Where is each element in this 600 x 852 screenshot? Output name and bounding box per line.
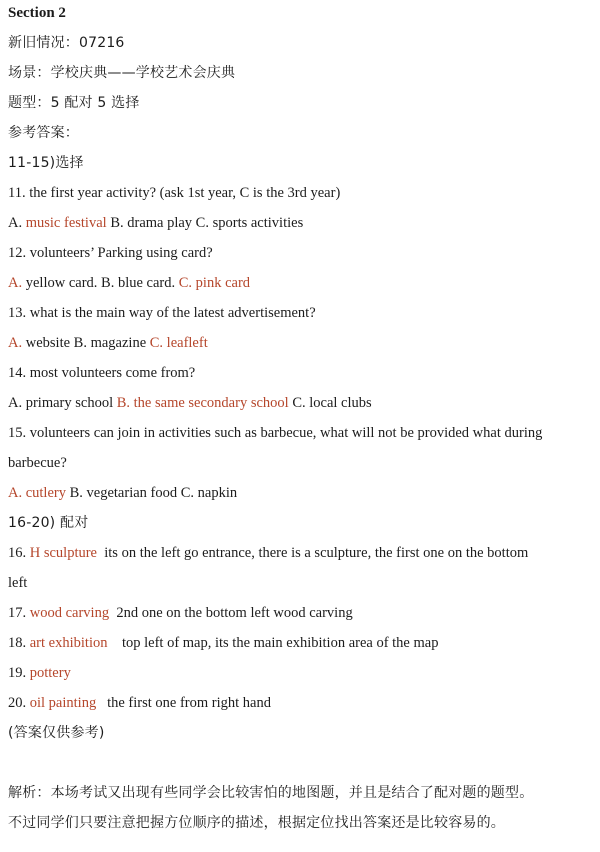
q19-prefix: 19. — [8, 665, 30, 681]
q14-option-a: A. primary school — [8, 395, 117, 411]
q13-option-text: website B. magazine — [22, 335, 150, 351]
q11-a-prefix: A. — [8, 215, 26, 231]
q18-prefix: 18. — [8, 635, 30, 651]
q16-prefix: 16. — [8, 545, 30, 561]
q18-line — [8, 633, 438, 653]
section-title: Section 2 — [8, 5, 66, 21]
q13-answer: C. leafleft — [149, 335, 208, 351]
q14-answer: B. the same secondary school — [116, 395, 289, 411]
q15-question-line1: 15. volunteers can join in activities such as barbecue, what will not be provided what during — [8, 425, 543, 441]
q16-line2: left — [8, 575, 28, 591]
q19-line — [8, 663, 71, 683]
newold-info: 新旧情况：07216 — [8, 35, 125, 51]
q18-description: top left of map, its the main exhibition area of the map — [107, 635, 439, 651]
q13-options — [8, 333, 208, 353]
q16-line1 — [8, 543, 528, 563]
q16-answer: H sculpture — [29, 545, 97, 561]
q19-answer: pottery — [29, 665, 71, 681]
answer-note: (答案仅供参考) — [8, 725, 105, 741]
answers-heading: 参考答案： — [8, 125, 79, 141]
q17-line — [8, 603, 353, 623]
q17-description: 2nd one on the bottom left wood carving — [109, 605, 353, 621]
q12-option-text: yellow card. B. blue card. — [22, 275, 179, 291]
q11-answer: music festival — [25, 215, 107, 231]
q15-options — [8, 483, 237, 503]
analysis-line1: 解析：本场考试又出现有些同学会比较害怕的地图题，并且是结合了配对题的题型。 — [8, 785, 534, 801]
q20-answer: oil painting — [29, 695, 97, 711]
q13-a-marker: A. — [8, 335, 23, 351]
q18-answer: art exhibition — [29, 635, 108, 651]
q12-question: 12. volunteers’ Parking using card? — [8, 245, 213, 261]
q14-options — [8, 393, 372, 413]
q13-question: 13. what is the main way of the latest advertisement? — [8, 305, 316, 321]
analysis-line2: 不过同学们只要注意把握方位顺序的描述，根据定位找出答案还是比较容易的。 — [8, 815, 505, 831]
q15-question-line2: barbecue? — [8, 455, 67, 471]
q11-options — [8, 213, 303, 233]
q15-answer: A. cutlery — [8, 485, 66, 501]
question-type-info: 题型：5 配对 5 选择 — [8, 95, 140, 111]
q16-description: its on the left go entrance, there is a sculpture, the first one on the bottom — [97, 545, 529, 561]
q12-options — [8, 273, 250, 293]
q17-prefix: 17. — [8, 605, 30, 621]
q12-answer: C. pink card — [178, 275, 251, 291]
q11-question: 11. the first year activity? (ask 1st year, C is the 3rd year) — [8, 185, 341, 201]
q14-option-c: C. local clubs — [288, 395, 372, 411]
part1-heading: 11-15)选择 — [8, 155, 84, 171]
q12-a-marker: A. — [8, 275, 23, 291]
q17-answer: wood carving — [29, 605, 110, 621]
q11-other-options: B. drama play C. sports activities — [106, 215, 304, 231]
q15-other-options: B. vegetarian food C. napkin — [65, 485, 238, 501]
part2-heading: 16-20) 配对 — [8, 515, 89, 531]
q20-prefix: 20. — [8, 695, 30, 711]
q14-question: 14. most volunteers come from? — [8, 365, 196, 381]
scene-info: 场景：学校庆典——学校艺术会庆典 — [8, 65, 236, 81]
q20-line — [8, 693, 271, 713]
q20-description: the first one from right hand — [96, 695, 271, 711]
